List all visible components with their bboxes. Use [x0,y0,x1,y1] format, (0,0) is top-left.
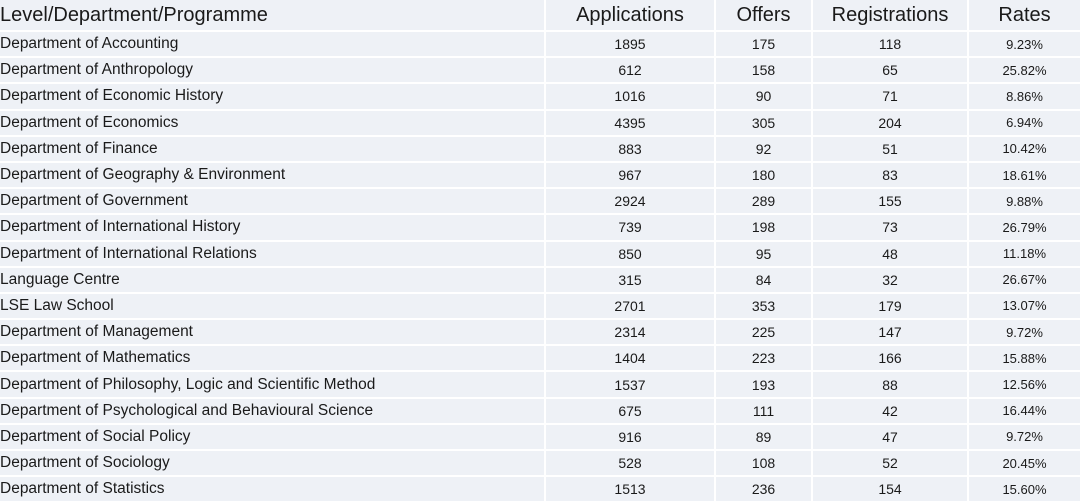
table-row [0,267,1080,293]
rate-value: 9.23% [968,31,1080,57]
header-department: Level/Department/Programme [0,0,545,31]
table-row [0,57,1080,83]
applications-value: 967 [545,162,715,188]
table-row [0,83,1080,109]
rate-value: 8.86% [968,83,1080,109]
applications-value: 1895 [545,31,715,57]
registrations-value: 52 [812,450,968,476]
header-rates: Rates [968,0,1080,31]
rate-value: 11.18% [968,241,1080,267]
rate-value: 9.88% [968,188,1080,214]
rate-value: 9.72% [968,319,1080,345]
header-row [0,0,1080,31]
header-offers: Offers [715,0,812,31]
applications-value: 1513 [545,476,715,502]
offers-value: 193 [715,371,812,397]
rate-value: 26.67% [968,267,1080,293]
applications-value: 612 [545,57,715,83]
registrations-value: 155 [812,188,968,214]
department-name: Department of Anthropology [0,57,545,83]
registrations-value: 118 [812,31,968,57]
rate-value: 18.61% [968,162,1080,188]
table-row [0,110,1080,136]
rate-value: 16.44% [968,398,1080,424]
table-row [0,293,1080,319]
offers-value: 90 [715,83,812,109]
table-row [0,188,1080,214]
offers-value: 180 [715,162,812,188]
department-name: Department of Economic History [0,83,545,109]
offers-value: 198 [715,214,812,240]
registrations-value: 147 [812,319,968,345]
registrations-value: 71 [812,83,968,109]
registrations-value: 73 [812,214,968,240]
rate-value: 10.42% [968,136,1080,162]
department-name: Department of Accounting [0,31,545,57]
registrations-value: 47 [812,424,968,450]
table-row [0,214,1080,240]
table-row [0,450,1080,476]
rate-value: 15.88% [968,345,1080,371]
header-applications: Applications [545,0,715,31]
applications-value: 739 [545,214,715,240]
department-name: Department of International Relations [0,241,545,267]
applications-value: 2314 [545,319,715,345]
department-name: Department of Statistics [0,476,545,502]
applications-value: 2924 [545,188,715,214]
registrations-value: 179 [812,293,968,319]
table-row [0,241,1080,267]
department-name: Department of Management [0,319,545,345]
registrations-value: 83 [812,162,968,188]
offers-value: 353 [715,293,812,319]
offers-value: 111 [715,398,812,424]
offers-value: 108 [715,450,812,476]
registrations-value: 88 [812,371,968,397]
department-name: LSE Law School [0,293,545,319]
applications-value: 883 [545,136,715,162]
applications-value: 1016 [545,83,715,109]
department-name: Department of Social Policy [0,424,545,450]
department-name: Department of Philosophy, Logic and Scientific Method [0,371,545,397]
rate-value: 26.79% [968,214,1080,240]
rate-value: 25.82% [968,57,1080,83]
table-body [0,31,1080,502]
registrations-value: 51 [812,136,968,162]
table-row [0,476,1080,502]
rate-value: 6.94% [968,110,1080,136]
registrations-value: 166 [812,345,968,371]
offers-value: 289 [715,188,812,214]
department-name: Department of Government [0,188,545,214]
table-row [0,31,1080,57]
offers-value: 92 [715,136,812,162]
table-row [0,424,1080,450]
offers-value: 95 [715,241,812,267]
registrations-value: 154 [812,476,968,502]
table-header [0,0,1080,31]
department-name: Department of Economics [0,110,545,136]
department-name: Department of Sociology [0,450,545,476]
applications-value: 850 [545,241,715,267]
table-row [0,345,1080,371]
table-row [0,398,1080,424]
table-row [0,319,1080,345]
applications-value: 916 [545,424,715,450]
offers-value: 305 [715,110,812,136]
rate-value: 13.07% [968,293,1080,319]
department-name: Department of International History [0,214,545,240]
applications-value: 4395 [545,110,715,136]
registrations-value: 42 [812,398,968,424]
applications-value: 2701 [545,293,715,319]
rate-value: 12.56% [968,371,1080,397]
rate-value: 9.72% [968,424,1080,450]
header-registrations: Registrations [812,0,968,31]
department-name: Department of Psychological and Behavioural Science [0,398,545,424]
department-name: Language Centre [0,267,545,293]
applications-value: 675 [545,398,715,424]
registrations-value: 65 [812,57,968,83]
offers-value: 84 [715,267,812,293]
table-row [0,136,1080,162]
table-row [0,162,1080,188]
offers-value: 225 [715,319,812,345]
applications-value: 1404 [545,345,715,371]
offers-value: 236 [715,476,812,502]
department-name: Department of Mathematics [0,345,545,371]
applications-value: 1537 [545,371,715,397]
applications-value: 528 [545,450,715,476]
offers-value: 89 [715,424,812,450]
rate-value: 15.60% [968,476,1080,502]
department-name: Department of Geography & Environment [0,162,545,188]
applications-value: 315 [545,267,715,293]
registrations-value: 204 [812,110,968,136]
offers-value: 223 [715,345,812,371]
offers-value: 175 [715,31,812,57]
offers-value: 158 [715,57,812,83]
table-row [0,371,1080,397]
department-name: Department of Finance [0,136,545,162]
registrations-value: 32 [812,267,968,293]
registrations-value: 48 [812,241,968,267]
rate-value: 20.45% [968,450,1080,476]
